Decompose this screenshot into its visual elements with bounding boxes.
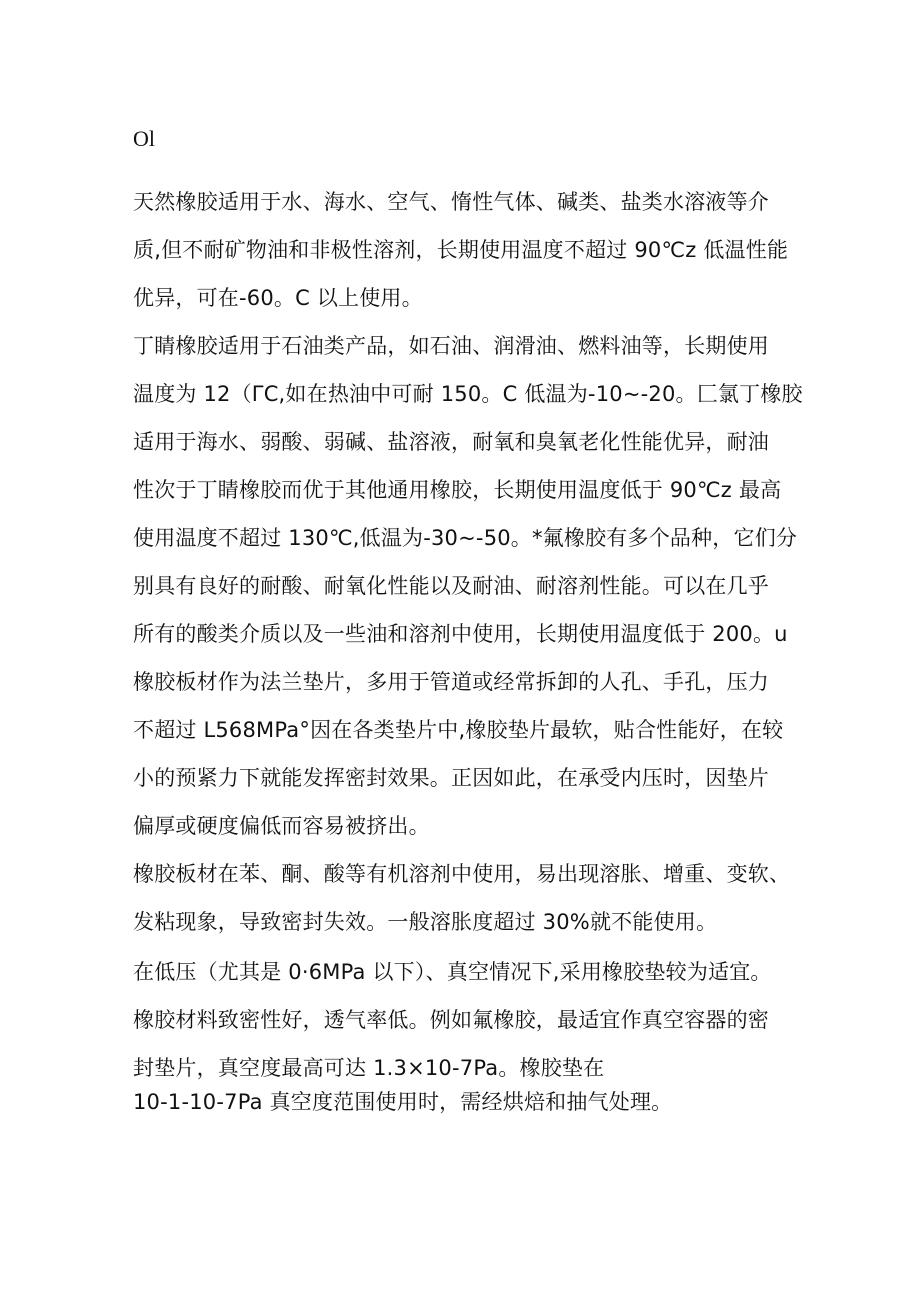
paragraph-line: 所有的酸类介质以及一些油和溶剂中使用，长期使用温度低于 200。u: [133, 622, 788, 646]
paragraph-line: 偏厚或硬度偏低而容易被挤出。: [133, 814, 430, 838]
paragraph-line: 优异，可在-60。C 以上使用。: [133, 286, 423, 310]
paragraph-line: 10-1-10-7Pa 真空度范围使用时，需经烘焙和抽气处理。: [133, 1090, 673, 1114]
paragraph-line: 橡胶板材在苯、酮、酸等有机溶剂中使用，易出现溶胀、增重、变软、: [133, 862, 791, 886]
paragraph-line: 封垫片，真空度最高可达 1.3×10-7Pa。橡胶垫在: [133, 1056, 605, 1080]
paragraph-line: 别具有良好的耐酸、耐氧化性能以及耐油、耐溶剂性能。可以在几乎: [133, 574, 769, 598]
paragraph-line: 使用温度不超过 130℃,低温为-30~-50。*氟橡胶有多个品种，它们分: [133, 526, 798, 550]
paragraph-line: 性次于丁睛橡胶而优于其他通用橡胶，长期使用温度低于 90℃z 最高: [133, 478, 782, 502]
paragraph-line: 发粘现象，导致密封失效。一般溶胀度超过 30%就不能使用。: [133, 910, 718, 934]
paragraph-line: 丁睛橡胶适用于石油类产品，如石油、润滑油、燃料油等，长期使用: [133, 334, 769, 358]
paragraph-line: 橡胶材料致密性好，透气率低。例如氟橡胶，最适宜作真空容器的密: [133, 1008, 769, 1032]
paragraph-line: 天然橡胶适用于水、海水、空气、惰性气体、碱类、盐类水溶液等介: [133, 190, 769, 214]
page-heading: Ol: [133, 126, 155, 151]
paragraph-line: 适用于海水、弱酸、弱碱、盐溶液，耐氧和臭氧老化性能优异，耐油: [133, 430, 769, 454]
paragraph-line: 在低压（尤其是 0·6MPa 以下）、真空情况下,采用橡胶垫较为适宜。: [133, 960, 772, 984]
paragraph-line: 质,但不耐矿物油和非极性溶剂，长期使用温度不超过 90℃z 低温性能: [133, 238, 789, 262]
paragraph-line: 橡胶板材作为法兰垫片，多用于管道或经常拆卸的人孔、手孔，压力: [133, 670, 769, 694]
paragraph-line: 不超过 L568MPa°因在各类垫片中,橡胶垫片最软，贴合性能好，在较: [133, 718, 784, 742]
paragraph-line: 温度为 12（ΓC,如在热油中可耐 150。C 低温为-10~-20。匚氯丁橡胶: [133, 382, 803, 406]
paragraph-line: 小的预紧力下就能发挥密封效果。正因如此，在承受内压时，因垫片: [133, 766, 769, 790]
